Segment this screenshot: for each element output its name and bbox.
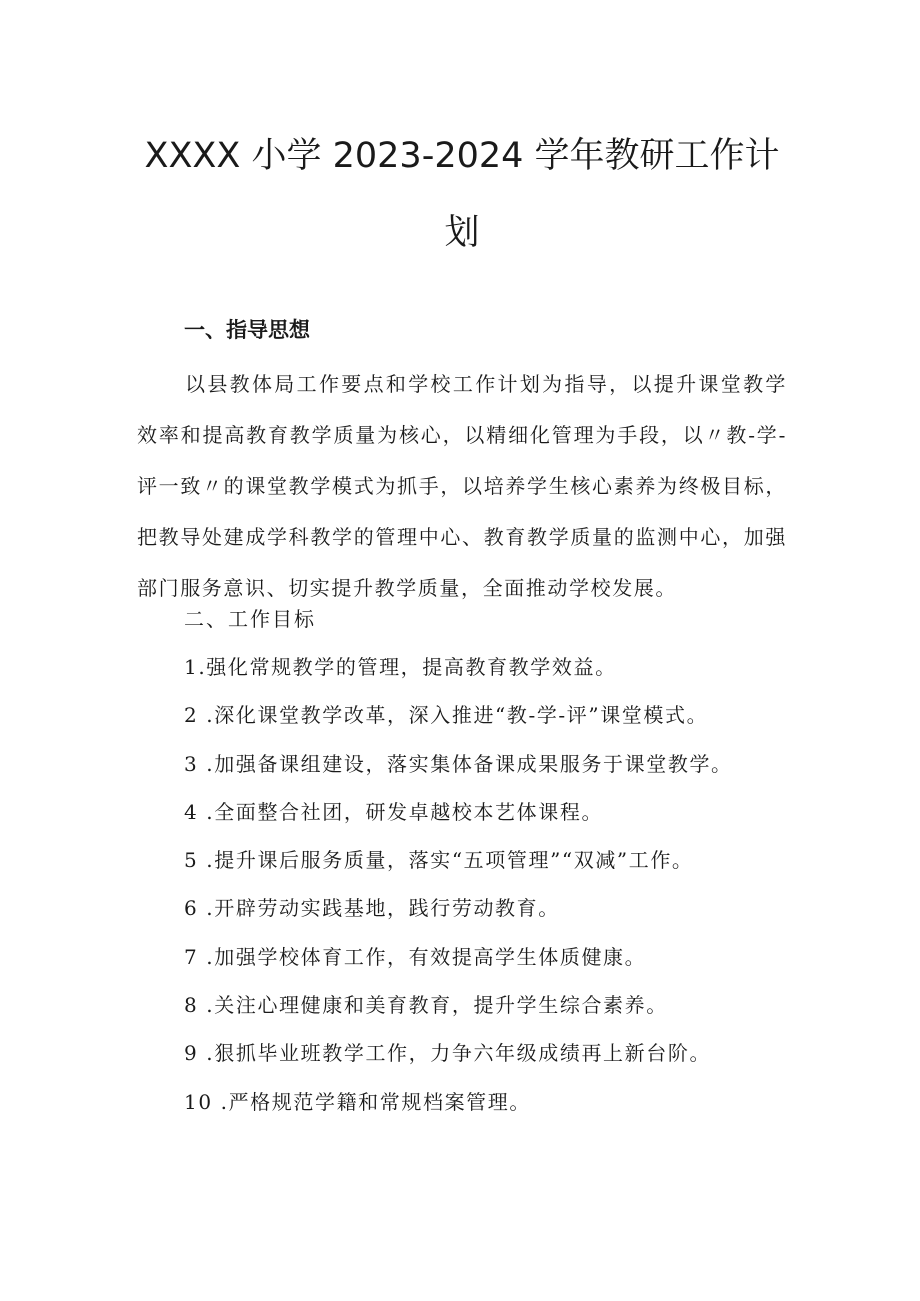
- list-item: 2 .深化课堂教学改革，深入推进“教-学-评”课堂模式。: [184, 703, 709, 728]
- list-item: 6 .开辟劳动实践基地，践行劳动教育。: [184, 896, 560, 921]
- list-item: 1.强化常规教学的管理，提高教育教学效益。: [184, 655, 617, 679]
- document-title-line-2: 划: [444, 213, 480, 253]
- document-title-line-1: XXXX 小学 2023-2024 学年教研工作计: [144, 136, 780, 176]
- list-item: 8 .关注心理健康和美育教育，提升学生综合素养。: [184, 993, 668, 1018]
- work-goals-list: [184, 652, 733, 1135]
- list-item: 9 .狠抓毕业班教学工作，力争六年级成绩再上新台阶。: [184, 1041, 712, 1066]
- section-heading-work-goals: 二、工作目标: [184, 607, 316, 631]
- list-item: 7 .加强学校体育工作，有效提高学生体质健康。: [184, 944, 647, 969]
- section-heading-guiding-ideology: 一、指导思想: [184, 318, 310, 342]
- list-item: 10 .严格规范学籍和常规档案管理。: [184, 1089, 531, 1114]
- list-item: 5 .提升课后服务质量，落实“五项管理”“双减”工作。: [184, 848, 694, 873]
- list-item: 3 .加强备课组建设，落实集体备课成果服务于课堂教学。: [184, 751, 733, 776]
- guiding-ideology-paragraph: 以县教体局工作要点和学校工作计划为指导，以提升课堂教学效率和提高教育教学质量为核心，以精细化管理为手段，以〃教-学-评一致〃的课堂教学模式为抓手，以培养学生核心素养为终极目标，把教导处建成学科教学的管理中心、教育教学质量的监测中心，加强部门服务意识、切实提升教学质量，全面推动学校发展。: [137, 372, 787, 600]
- list-item: 4 .全面整合社团，研发卓越校本艺体课程。: [184, 799, 604, 824]
